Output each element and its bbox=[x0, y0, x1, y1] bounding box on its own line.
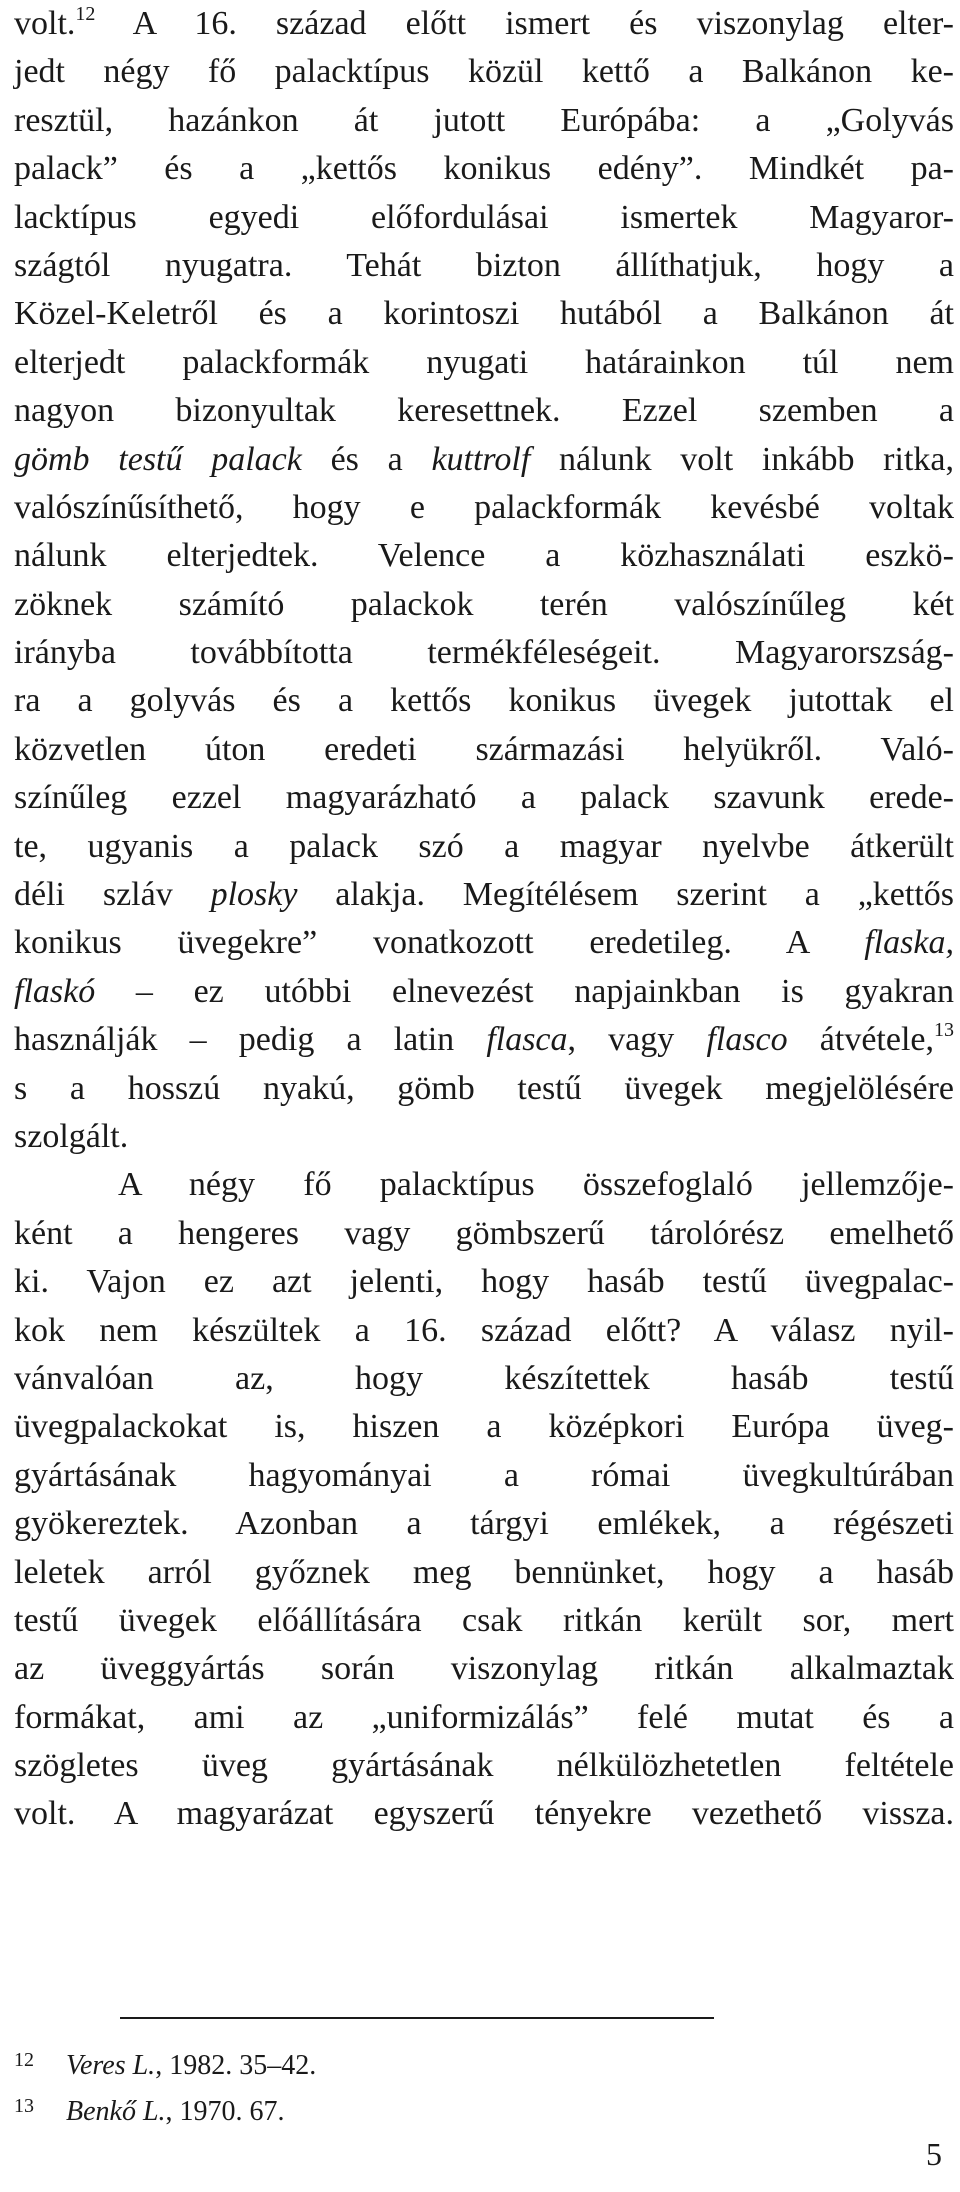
text-line: az üveggyártás során viszonylag ritkán alkalmaztak bbox=[14, 1650, 954, 1688]
footnote-ref-13[interactable]: 13 bbox=[934, 1019, 955, 1042]
footnote-author: Benkő L. bbox=[66, 2096, 166, 2127]
text-line: kok nem készültek a 16. század előtt? A válasz nyil- bbox=[14, 1311, 954, 1349]
text-line: zöknek számító palackok terén valószínűleg két bbox=[14, 585, 954, 623]
text-line: jedt négy fő palacktípus közül kettő a Balkánon ke- bbox=[14, 53, 954, 91]
text-line: gömb testű palack és a kuttrolf nálunk volt inkább ritka, bbox=[14, 440, 954, 478]
text-line: szágtól nyugatra. Tehát bizton állíthatjuk, hogy a bbox=[14, 246, 954, 284]
footnote-author: Veres L. bbox=[66, 2050, 156, 2081]
text-line: nagyon bizonyultak keresettnek. Ezzel szemben a bbox=[14, 392, 954, 430]
text-line: formákat, ami az „uniformizálás” felé mutat és a bbox=[14, 1698, 954, 1736]
text-line: irányba továbbította termékféleségeit. Magyarorszság- bbox=[14, 634, 954, 672]
footnote-citation: , 1970. 67. bbox=[165, 2096, 285, 2127]
text-line: üvegpalackokat is, hiszen a középkori Európa üveg- bbox=[14, 1408, 954, 1446]
text-line: nálunk elterjedtek. Velence a közhasználati eszkö- bbox=[14, 537, 954, 575]
footnote-item bbox=[14, 2086, 914, 2132]
text-line: szolgált. bbox=[14, 1117, 129, 1155]
text-line: ra a golyvás és a kettős konikus üvegek jutottak el bbox=[14, 682, 954, 720]
text-line: gyökereztek. Azonban a tárgyi emlékek, a régészeti bbox=[14, 1505, 954, 1543]
text-line: déli szláv plosky alakja. Megítélésem szerint a „kettős bbox=[14, 876, 954, 914]
text-line: valószínűsíthető, hogy e palackformák kevésbé voltak bbox=[14, 488, 954, 526]
text-line: használják – pedig a latin flasca, vagy flasco átvétele,$^{13}$ bbox=[14, 1019, 955, 1059]
footnote-number: 12 bbox=[14, 2049, 34, 2071]
footnote-citation: , 1982. 35–42. bbox=[155, 2050, 317, 2081]
italic-term: kuttrolf bbox=[431, 440, 531, 478]
footnote-item bbox=[14, 2040, 914, 2086]
text-line: közvetlen úton eredeti származási helyükről. Való- bbox=[14, 730, 954, 768]
text-line: gyártásának hagyományai a római üvegkultúrában bbox=[14, 1456, 954, 1494]
footnotes bbox=[14, 2040, 914, 2132]
text-line: volt. A magyarázat egyszerű tényekre vezethető vissza. bbox=[14, 1795, 954, 1833]
footnote-ref-12[interactable]: 12 bbox=[75, 3, 96, 25]
text-line: Közel-Keletről és a korintoszi hutából a Balkánon át bbox=[14, 295, 954, 333]
text-line: s a hosszú nyakú, gömb testű üvegek megjelölésére bbox=[14, 1069, 954, 1107]
text-line: konikus üvegekre” vonatkozott eredetileg. A flaska, bbox=[14, 924, 954, 962]
italic-term: flasca bbox=[486, 1021, 568, 1059]
text-line: te, ugyanis a palack szó a magyar nyelvbe átkerült bbox=[14, 827, 954, 865]
text-line: elterjedt palackformák nyugati határainkon túl nem bbox=[14, 343, 954, 381]
text-line: leletek arról győznek meg bennünket, hogy a hasáb bbox=[14, 1553, 954, 1591]
text-line: ként a hengeres vagy gömbszerű tárolórész emelhető bbox=[14, 1214, 954, 1252]
text-line: lacktípus egyedi előfordulásai ismertek Magyaror- bbox=[14, 198, 954, 236]
text-line: vánvalóan az, hogy készítettek hasáb testű bbox=[14, 1359, 954, 1397]
footnote-number: 13 bbox=[14, 2095, 34, 2117]
text-line: szögletes üveg gyártásának nélkülözhetetlen feltétele bbox=[14, 1747, 954, 1785]
text-line: flaskó – ez utóbbi elnevezést napjainkban is gyakran bbox=[14, 972, 954, 1010]
italic-term: flaska, bbox=[864, 924, 954, 962]
text-line: ki. Vajon ez azt jelenti, hogy hasáb testű üvegpalac- bbox=[14, 1263, 954, 1301]
italic-term: plosky bbox=[210, 876, 298, 914]
italic-term: flasco bbox=[706, 1021, 788, 1059]
text-line: resztül, hazánkon át jutott Európába: a „Golyvás bbox=[14, 101, 954, 139]
text-line: testű üvegek előállítására csak ritkán került sor, mert bbox=[14, 1601, 954, 1639]
body-text bbox=[14, 0, 954, 1839]
text-line: palack” és a „kettős konikus edény”. Mindkét pa- bbox=[14, 150, 954, 188]
text-line: A négy fő palacktípus összefoglaló jellemzője- bbox=[118, 1166, 954, 1204]
italic-term: flaskó bbox=[14, 972, 96, 1010]
text-line: színűleg ezzel magyarázható a palack szavunk erede- bbox=[14, 779, 954, 817]
footnote-divider bbox=[120, 2017, 714, 2019]
text-line: volt.$^{12}$ A 16. század előtt ismert és viszonylag elter- bbox=[14, 3, 954, 42]
italic-term: gömb testű palack bbox=[14, 440, 302, 478]
page-number: 5 bbox=[926, 2136, 942, 2172]
